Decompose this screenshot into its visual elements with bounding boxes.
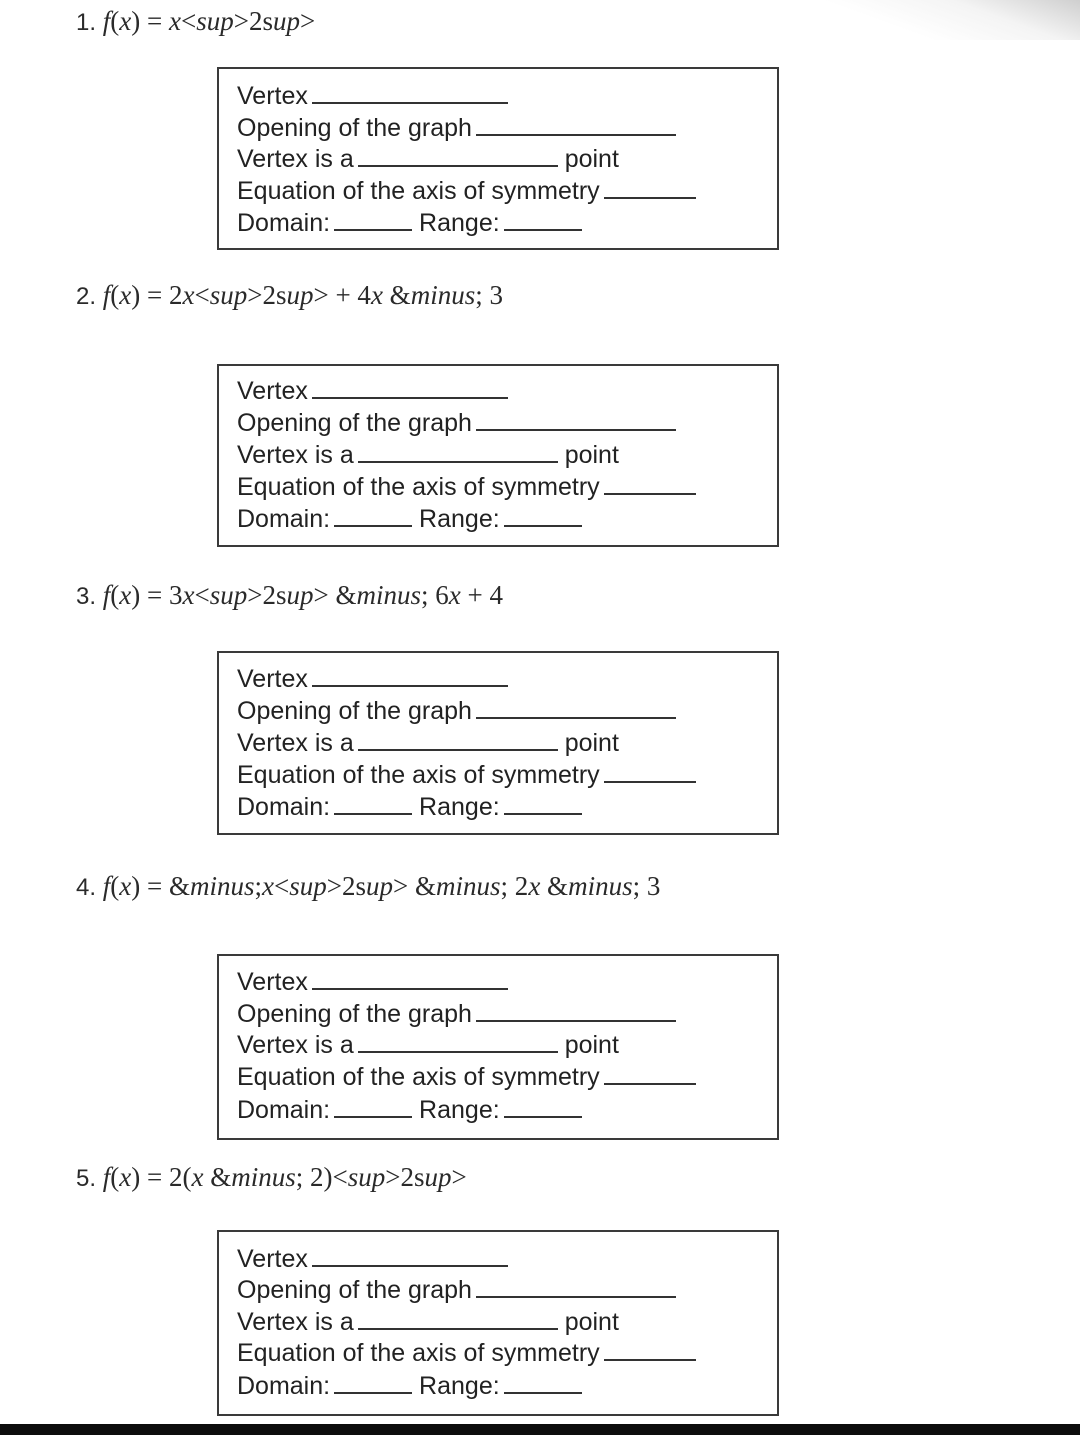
- range-blank[interactable]: [504, 1096, 582, 1118]
- problem-5-title: 5. f(x) = 2(x &minus; 2)<sup>2sup>: [76, 1162, 467, 1192]
- problem-5-answer-box: [217, 1230, 779, 1416]
- vertex-blank[interactable]: [312, 1245, 508, 1267]
- opening-row: Opening of the graph: [237, 999, 676, 1029]
- vertex-row: Vertex: [237, 81, 508, 111]
- vertex-type-blank[interactable]: [358, 441, 558, 463]
- domain-blank[interactable]: [334, 209, 412, 231]
- problem-1-rhs: x<sup>2sup>: [168, 6, 316, 36]
- problem-3-rhs: 3x<sup>2sup> &minus; 6x + 4: [168, 580, 503, 610]
- axis-blank[interactable]: [604, 473, 696, 495]
- vertex-row: Vertex: [237, 1244, 508, 1274]
- opening-blank[interactable]: [476, 1276, 676, 1298]
- opening-row: Opening of the graph: [237, 408, 676, 438]
- range-blank[interactable]: [504, 793, 582, 815]
- vertex-blank[interactable]: [312, 665, 508, 687]
- problem-5-rhs: 2(x &minus; 2)<sup>2sup>: [168, 1162, 467, 1192]
- axis-row: Equation of the axis of symmetry: [237, 1338, 696, 1368]
- vertex-type-row: Vertex is a point: [237, 1308, 619, 1336]
- axis-blank[interactable]: [604, 1339, 696, 1361]
- problem-2-rhs: 2x<sup>2sup> + 4x &minus; 3: [168, 280, 503, 310]
- domain-blank[interactable]: [334, 793, 412, 815]
- vertex-type-row: Vertex is a point: [237, 441, 619, 469]
- domain-range-row: Domain: Range:: [237, 792, 582, 822]
- vertex-type-row: Vertex is a point: [237, 1031, 619, 1059]
- problem-3-answer-box: [217, 651, 779, 835]
- problem-1-title: 1. f(x) = x<sup>2sup>: [76, 6, 316, 36]
- axis-row: Equation of the axis of symmetry: [237, 1062, 696, 1092]
- vertex-type-row: Vertex is a point: [237, 729, 619, 757]
- axis-blank[interactable]: [604, 177, 696, 199]
- domain-range-row: Domain: Range:: [237, 1095, 582, 1125]
- opening-blank[interactable]: [476, 1000, 676, 1022]
- opening-blank[interactable]: [476, 114, 676, 136]
- opening-row: Opening of the graph: [237, 696, 676, 726]
- axis-row: Equation of the axis of symmetry: [237, 176, 696, 206]
- problem-2-title: 2. f(x) = 2x<sup>2sup> + 4x &minus; 3: [76, 280, 503, 310]
- vertex-type-blank[interactable]: [358, 729, 558, 751]
- vertex-row: Vertex: [237, 664, 508, 694]
- vertex-type-row: Vertex is a point: [237, 145, 619, 173]
- vertex-type-blank[interactable]: [358, 1308, 558, 1330]
- range-blank[interactable]: [504, 209, 582, 231]
- problem-4-answer-box: [217, 954, 779, 1140]
- opening-row: Opening of the graph: [237, 1275, 676, 1305]
- opening-blank[interactable]: [476, 697, 676, 719]
- domain-range-row: Domain: Range:: [237, 504, 582, 534]
- axis-row: Equation of the axis of symmetry: [237, 760, 696, 790]
- vertex-blank[interactable]: [312, 377, 508, 399]
- vertex-type-blank[interactable]: [358, 145, 558, 167]
- problem-4-title: 4. f(x) = &minus;x<sup>2sup> &minus; 2x &minus; 3: [76, 871, 661, 901]
- vertex-type-blank[interactable]: [358, 1031, 558, 1053]
- opening-blank[interactable]: [476, 409, 676, 431]
- vertex-row: Vertex: [237, 376, 508, 406]
- photo-shadow: [820, 0, 1080, 40]
- axis-row: Equation of the axis of symmetry: [237, 472, 696, 502]
- vertex-blank[interactable]: [312, 82, 508, 104]
- problem-2-answer-box: [217, 364, 779, 547]
- problem-4-rhs: &minus;x<sup>2sup> &minus; 2x &minus; 3: [168, 871, 661, 901]
- domain-blank[interactable]: [334, 1096, 412, 1118]
- screen-bottom-edge: [0, 1424, 1080, 1435]
- problem-3-title: 3. f(x) = 3x<sup>2sup> &minus; 6x + 4: [76, 580, 503, 610]
- vertex-blank[interactable]: [312, 968, 508, 990]
- domain-range-row: Domain: Range:: [237, 1371, 582, 1401]
- range-blank[interactable]: [504, 1372, 582, 1394]
- domain-blank[interactable]: [334, 505, 412, 527]
- axis-blank[interactable]: [604, 1063, 696, 1085]
- domain-blank[interactable]: [334, 1372, 412, 1394]
- axis-blank[interactable]: [604, 761, 696, 783]
- opening-row: Opening of the graph: [237, 113, 676, 143]
- problem-1-answer-box: [217, 67, 779, 250]
- domain-range-row: Domain: Range:: [237, 208, 582, 238]
- range-blank[interactable]: [504, 505, 582, 527]
- vertex-row: Vertex: [237, 967, 508, 997]
